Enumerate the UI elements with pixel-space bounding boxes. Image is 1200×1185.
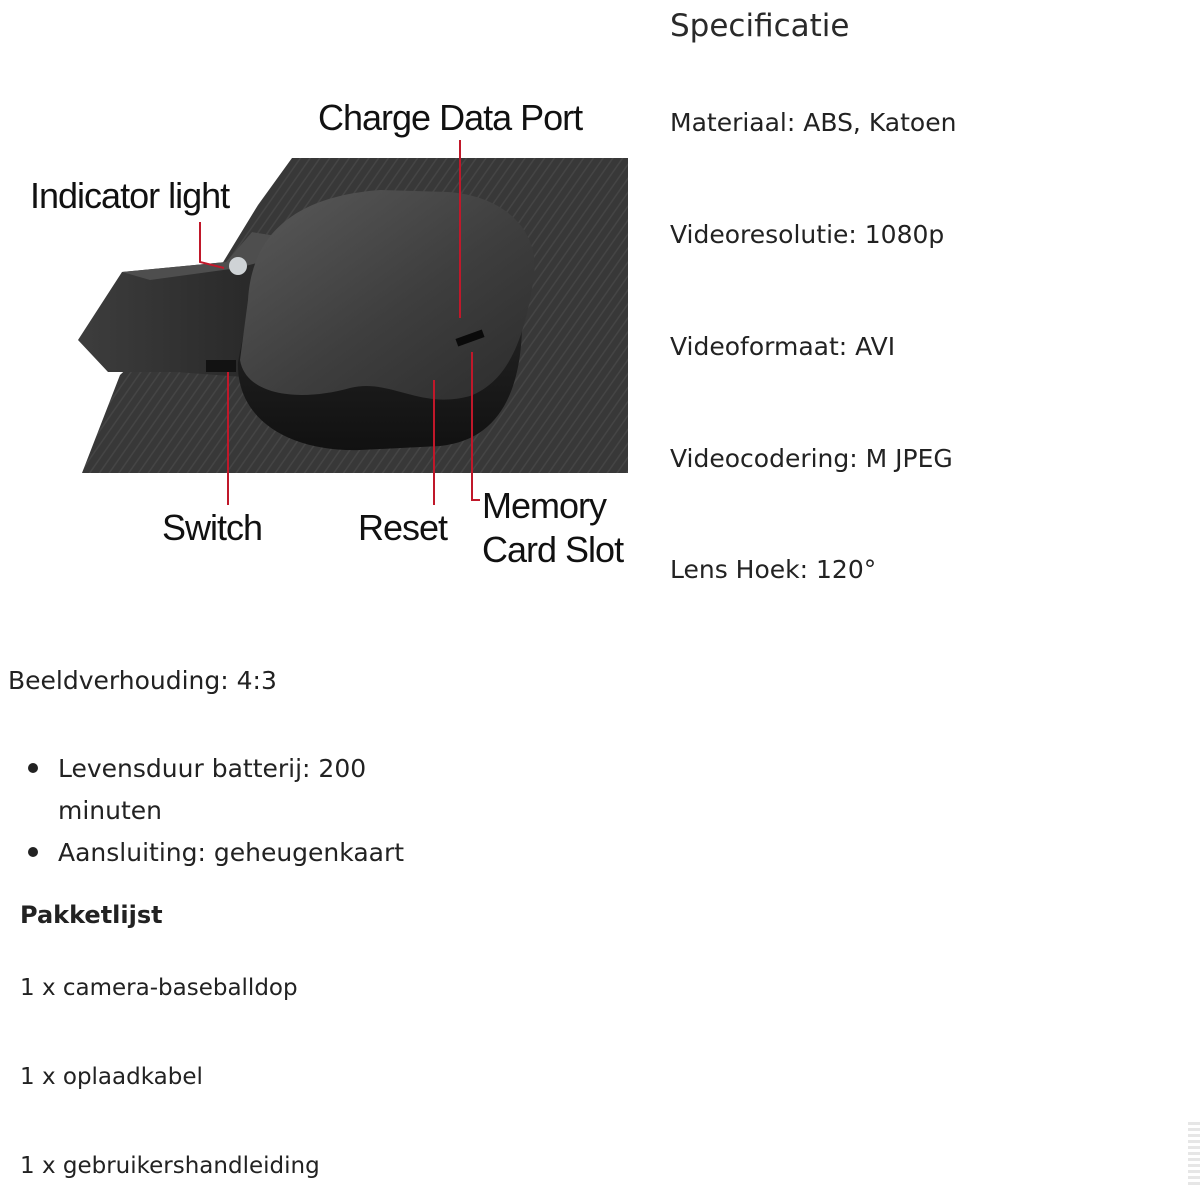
package-title: Pakketlijst <box>20 901 163 929</box>
package-item: 1 x oplaadkabel <box>20 1064 203 1090</box>
callout-reset: Reset <box>358 507 448 548</box>
spec-video-format: Videoformaat: AVI <box>670 332 896 361</box>
spec-video-encoding: Videocodering: M JPEG <box>670 444 953 473</box>
bullet-connection: Aansluiting: geheugenkaart <box>58 832 418 874</box>
spec-video-resolution: Videoresolutie: 1080p <box>670 220 945 249</box>
callout-memory-line2: Card Slot <box>482 529 624 570</box>
spec-title: Specificatie <box>670 8 850 44</box>
image-edge-artifact <box>1188 1120 1200 1185</box>
camera-module-illustration <box>0 0 660 600</box>
spec-lens-angle: Lens Hoek: 120° <box>670 555 877 584</box>
package-item: 1 x gebruikershandleiding <box>20 1153 320 1179</box>
leader-line-indicator <box>200 222 224 268</box>
callout-switch: Switch <box>162 507 263 548</box>
feature-bullet-list <box>58 748 418 874</box>
callout-charge-data-port: Charge Data Port <box>318 97 583 138</box>
bullet-battery-life: Levensduur batterij: 200 minuten <box>58 748 418 832</box>
aspect-ratio: Beeldverhouding: 4:3 <box>8 666 277 695</box>
spec-material: Materiaal: ABS, Katoen <box>670 108 957 137</box>
package-item: 1 x camera-baseballdop <box>20 975 298 1001</box>
switch-slot <box>206 360 236 372</box>
indicator-light <box>229 257 247 275</box>
callout-memory-line1: Memory <box>482 485 607 526</box>
callout-indicator-light: Indicator light <box>30 175 230 216</box>
product-figure <box>0 0 660 600</box>
